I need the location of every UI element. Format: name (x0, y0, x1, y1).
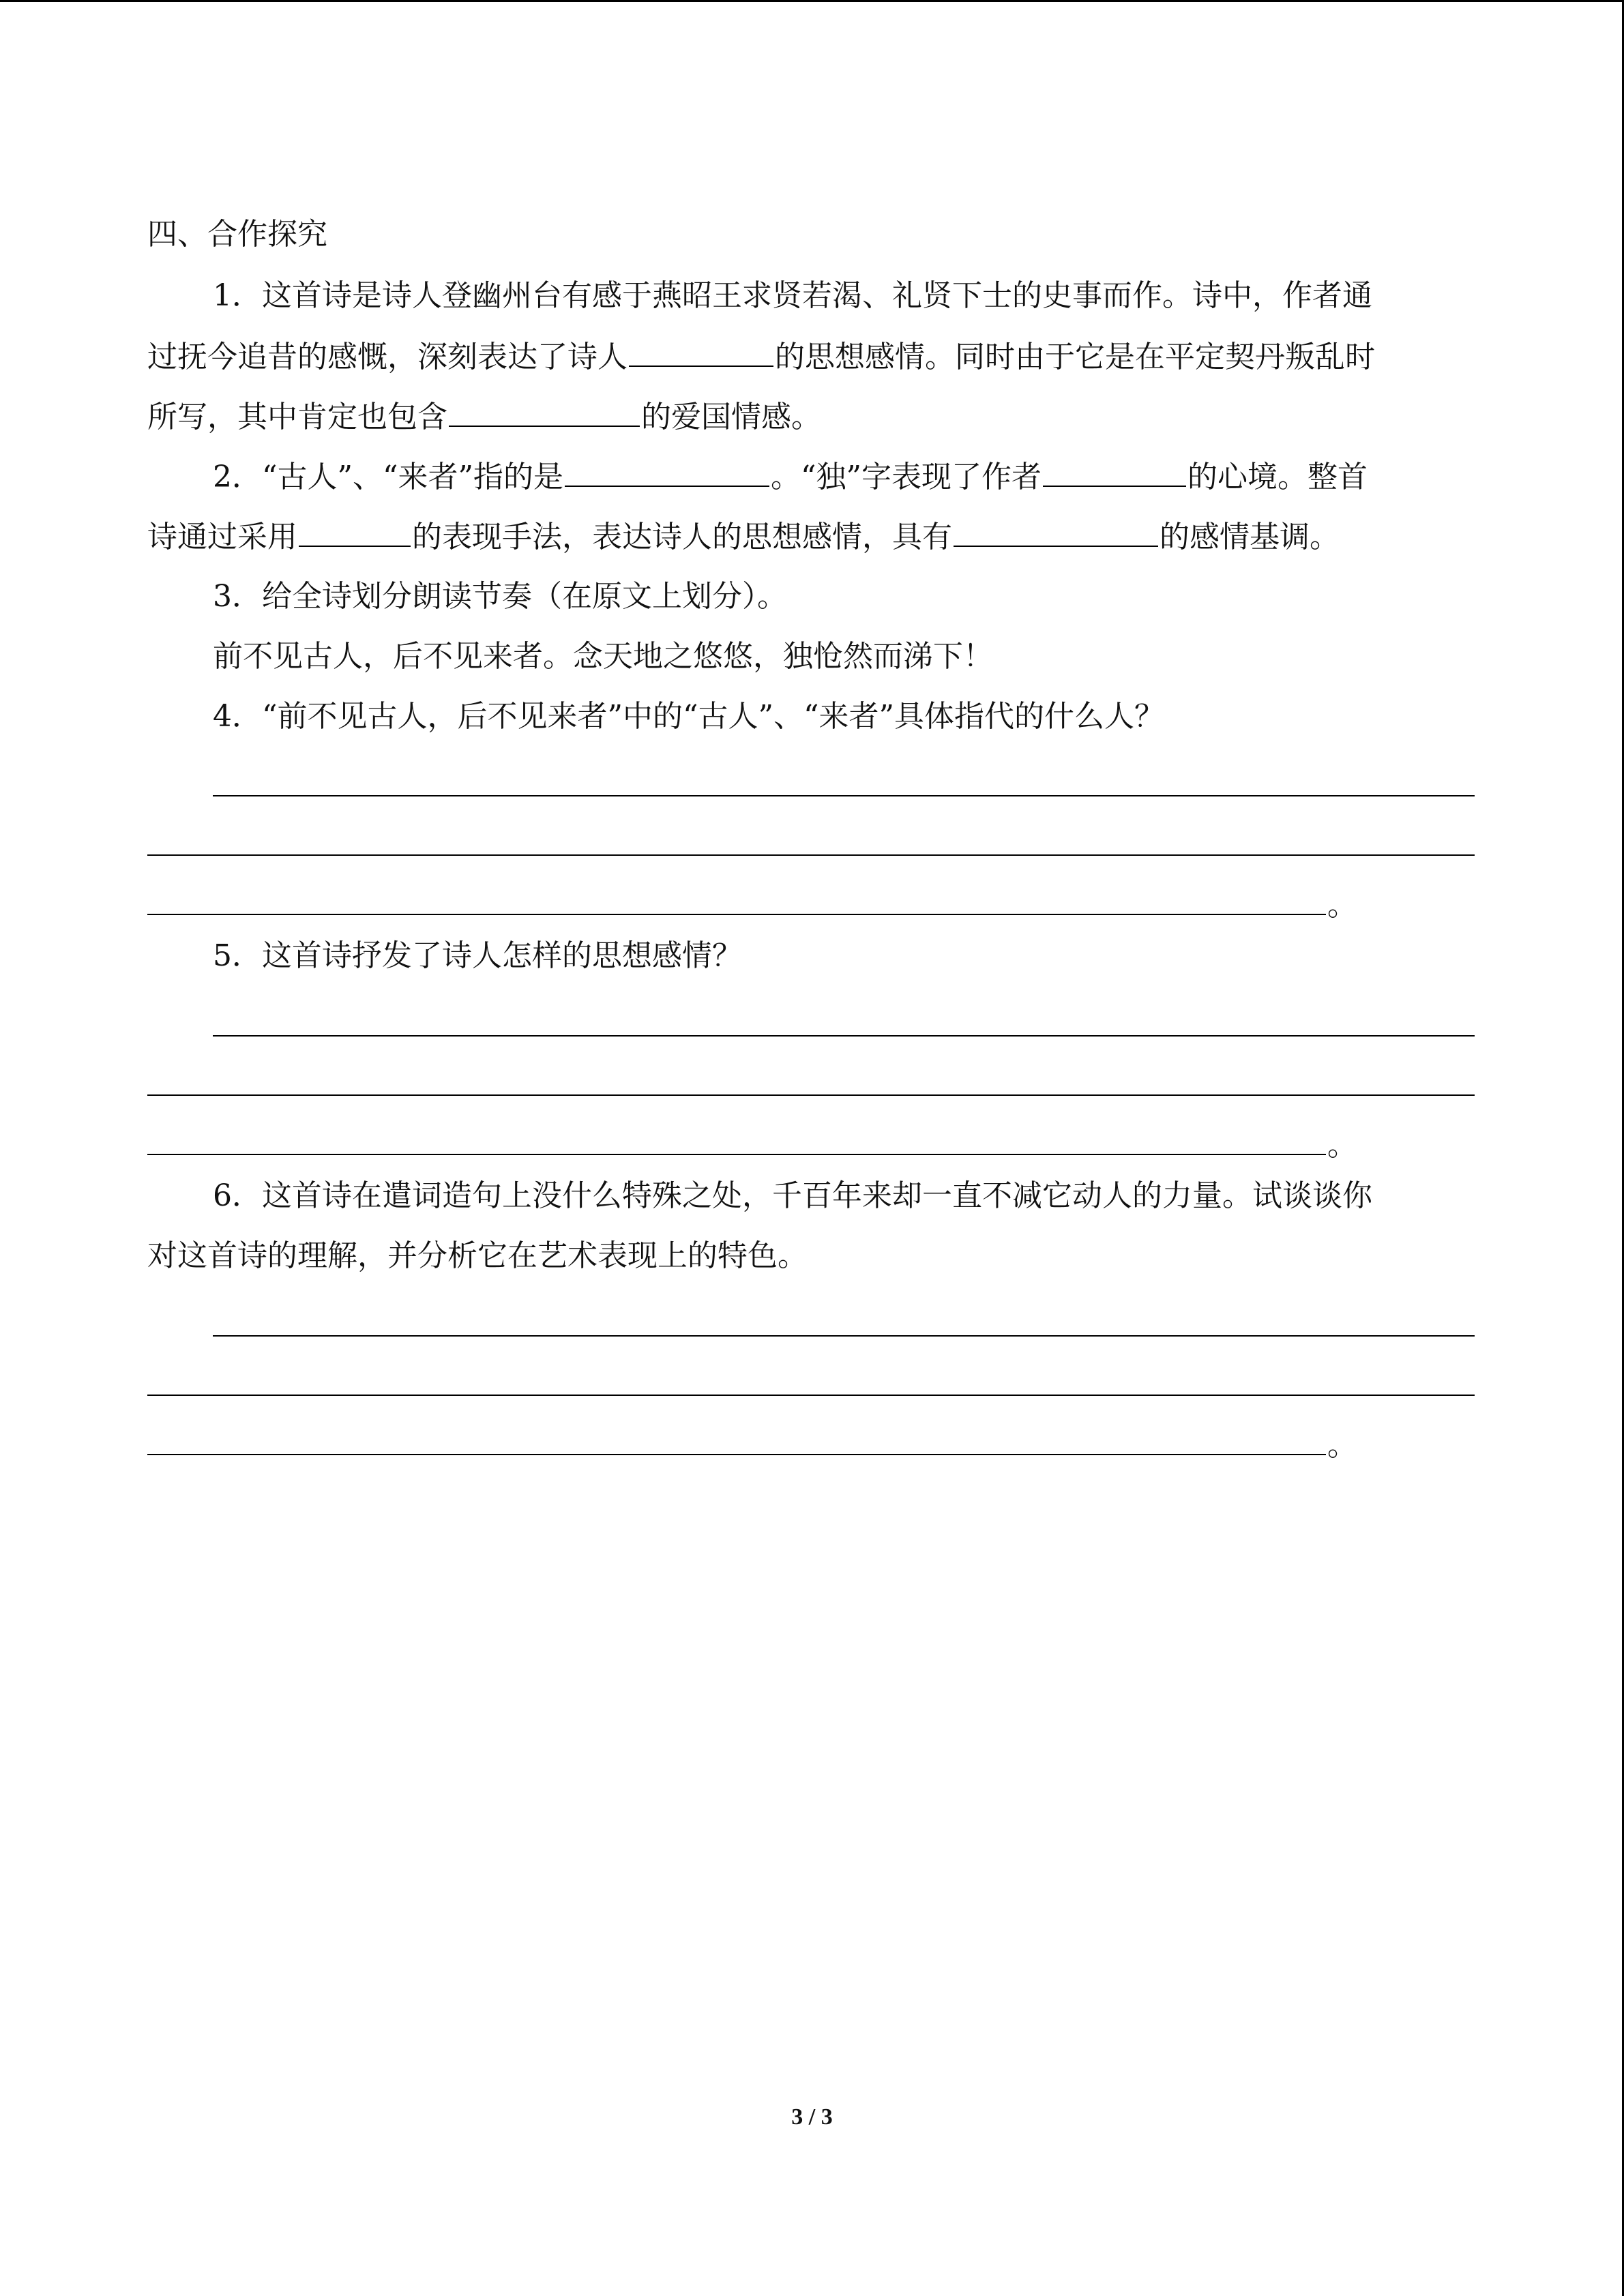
q4-answer-line-3[interactable] (147, 914, 1326, 915)
q4-answer-line-2[interactable] (147, 854, 1475, 856)
q4-end-mark: 。 (1327, 888, 1357, 923)
q5-end-mark: 。 (1327, 1128, 1357, 1163)
q6-answer-line-2[interactable] (147, 1395, 1475, 1396)
q1-text: 过抚今追昔的感慨，深刻表达了诗人 (147, 340, 628, 374)
page-number: 3 / 3 (791, 2104, 833, 2130)
q1-line-2 (147, 336, 1375, 378)
q4-answer-line-1[interactable] (213, 795, 1475, 796)
q2-text: 的心境。整首 (1187, 460, 1368, 494)
q2-text: 的感情基调。 (1160, 520, 1340, 554)
q1-blank-1[interactable] (629, 336, 773, 367)
q1-line-1: 1．这首诗是诗人登幽州台有感于燕昭王求贤若渴、礼贤下士的史事而作。诗中，作者通 (213, 278, 1372, 313)
q1-blank-2[interactable] (449, 396, 640, 427)
q2-blank-1[interactable] (565, 456, 769, 487)
q2-line-1 (213, 456, 1368, 498)
q3-poem: 前不见古人，后不见来者。念天地之悠悠，独怆然而涕下！ (213, 639, 993, 674)
section-heading: 四、合作探究 (147, 217, 327, 252)
q1-text: 所写，其中肯定也包含 (147, 400, 447, 434)
q6-line-1: 6．这首诗在遣词造句上没什么特殊之处，千百年来却一直不减它动人的力量。试谈谈你 (213, 1178, 1372, 1213)
q5-prompt: 5．这首诗抒发了诗人怎样的思想感情？ (213, 938, 742, 973)
q3-prompt: 3．给全诗划分朗读节奏（在原文上划分）。 (213, 579, 787, 614)
q2-blank-3[interactable] (299, 516, 411, 547)
page-border-top (0, 0, 1624, 2)
q1-text: 的爱国情感。 (641, 400, 821, 434)
q6-line-2: 对这首诗的理解，并分析它在艺术表现上的特色。 (147, 1238, 808, 1273)
q2-text: 诗通过采用 (147, 520, 297, 554)
q5-answer-line-2[interactable] (147, 1094, 1475, 1096)
q2-text: 2．“古人”、“来者”指的是 (213, 460, 563, 494)
q2-blank-4[interactable] (954, 516, 1158, 547)
q5-answer-line-3[interactable] (147, 1154, 1326, 1155)
q5-answer-line-1[interactable] (213, 1035, 1475, 1037)
q6-answer-line-1[interactable] (213, 1335, 1475, 1337)
q2-blank-2[interactable] (1043, 456, 1186, 487)
q6-answer-line-3[interactable] (147, 1454, 1326, 1455)
q6-end-mark: 。 (1327, 1428, 1357, 1463)
q2-text: 的表现手法，表达诗人的思想感情，具有 (412, 520, 952, 554)
q4-prompt: 4．“前不见古人，后不见来者”中的“古人”、“来者”具体指代的什么人？ (213, 699, 1164, 734)
q1-text: 的思想感情。同时由于它是在平定契丹叛乱时 (775, 340, 1375, 374)
q1-line-3 (147, 396, 821, 438)
q2-text: 。“独”字表现了作者 (770, 460, 1042, 494)
q2-line-2 (147, 516, 1340, 558)
